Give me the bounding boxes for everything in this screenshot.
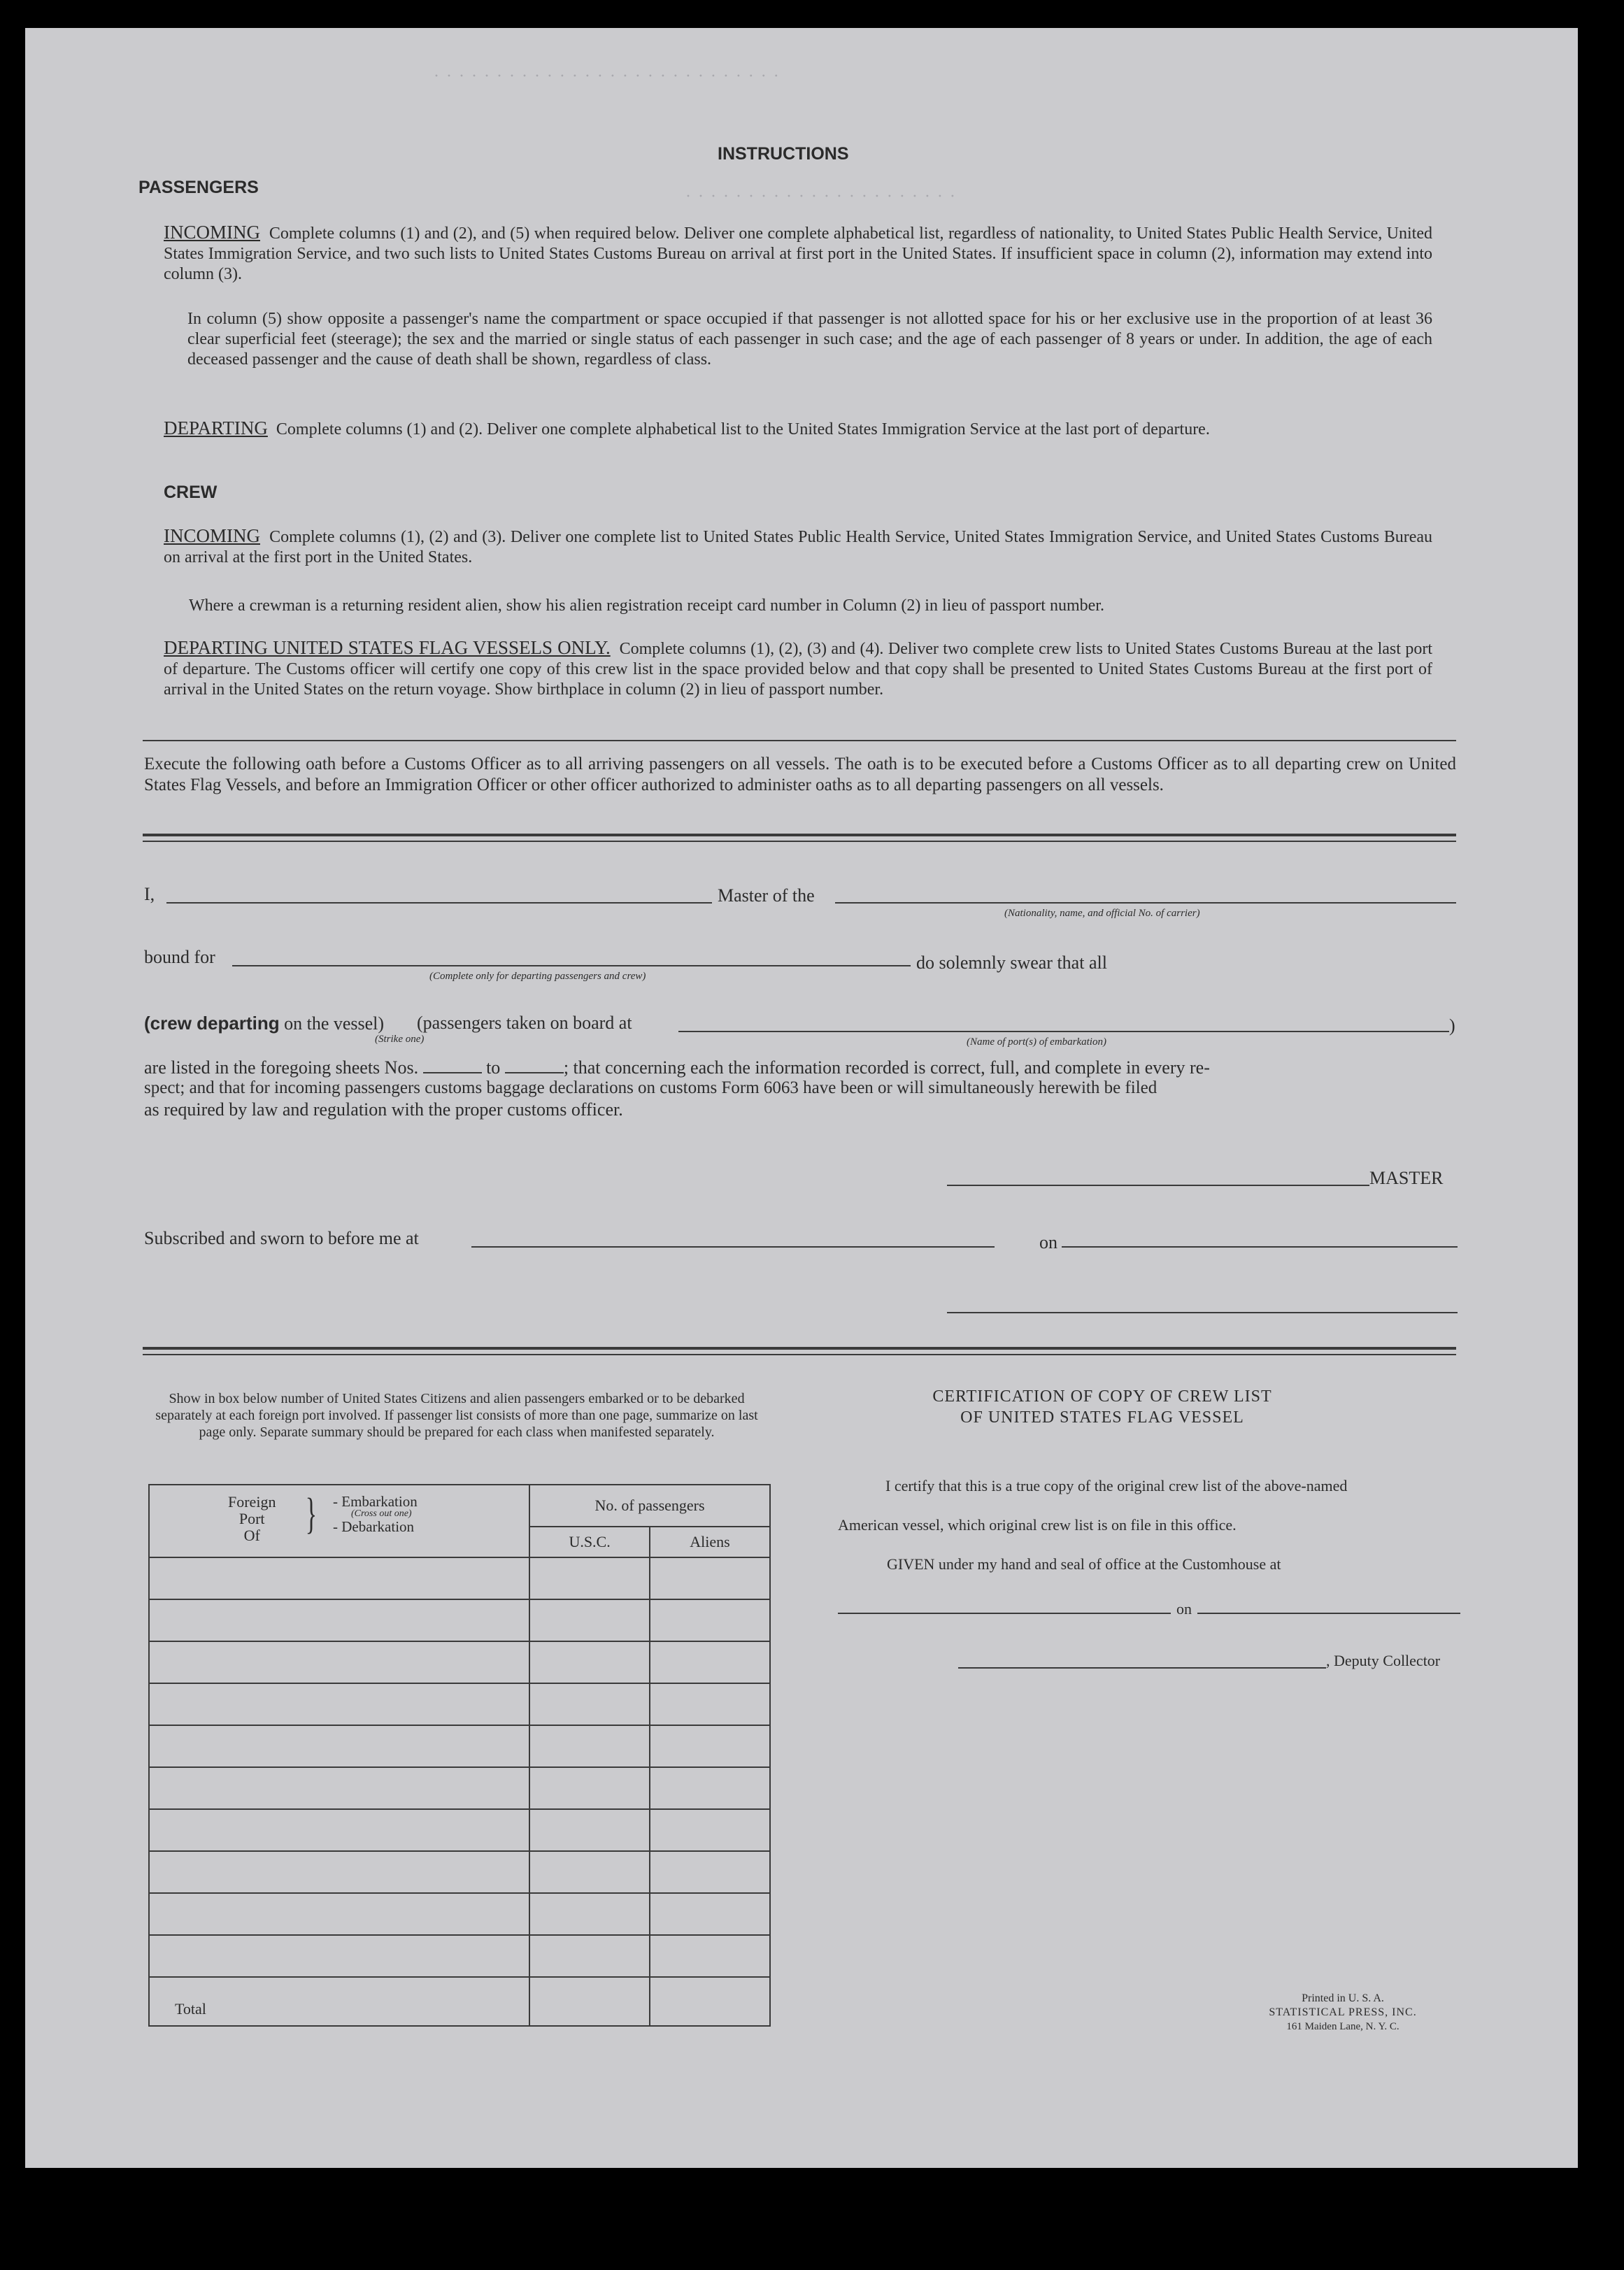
usc-cell[interactable] [529, 1767, 650, 1809]
divider [143, 841, 1456, 842]
port-cell[interactable] [149, 1557, 529, 1599]
table-row [149, 1935, 770, 1977]
certification-date-field[interactable] [1197, 1613, 1460, 1614]
usc-cell[interactable] [529, 1641, 650, 1683]
aliens-cell[interactable] [650, 1683, 770, 1725]
port-cell[interactable] [149, 1809, 529, 1851]
certification-title-2: OF UNITED STATES FLAG VESSEL [960, 1408, 1244, 1427]
usc-cell[interactable] [529, 1557, 650, 1599]
subscribed-label: Subscribed and sworn to before me at [144, 1228, 419, 1248]
usc-cell[interactable] [529, 1725, 650, 1767]
bleed-through-text: · · · · · · · · · · · · · · · · · · · · · · · · · · · · [434, 67, 781, 85]
subscribed-on-label: on [1039, 1232, 1057, 1252]
usc-cell[interactable] [529, 1851, 650, 1893]
master-label: MASTER [1369, 1168, 1444, 1188]
passengers-column5-paragraph: In column (5) show opposite a passenger's name the compartment or space occupied if that passenger is not allotted space for his or her exclusive use in the proportion of at least 36 clear superficial feet (steerage); the sex and the married or single status of each passenger in such case; and the age of each passenger of 8 years or under. In addition, the age of each deceased passenger and the cause of death shall be shown, regardless of class. [187, 310, 1432, 369]
printer-line-1: Printed in U. S. A. [1302, 1992, 1384, 2004]
officer-signature-field[interactable] [947, 1312, 1458, 1313]
aliens-cell[interactable] [650, 1725, 770, 1767]
strike-one-caption: (Strike one) [375, 1034, 425, 1045]
table-row [149, 1851, 770, 1893]
port-cell[interactable] [149, 1683, 529, 1725]
printer-line-2: STATISTICAL PRESS, INC. [1269, 2006, 1417, 2018]
aliens-cell[interactable] [650, 1893, 770, 1935]
port-header-cell [149, 1485, 529, 1557]
table-row [149, 1557, 770, 1599]
subscribed-place-field[interactable] [471, 1246, 995, 1248]
table-row [149, 1683, 770, 1725]
deputy-collector-label: , Deputy Collector [1326, 1652, 1441, 1669]
certification-title-1: CERTIFICATION OF COPY OF CREW LIST [932, 1387, 1272, 1406]
passengers-taken-label: (passengers taken on board at [417, 1013, 632, 1033]
master-of-the-label: Master of the [718, 885, 815, 906]
listed-d: as required by law and regulation with the proper customs officer. [144, 1099, 623, 1120]
usc-cell[interactable] [529, 1809, 650, 1851]
crew-returning-paragraph: Where a crewman is a returning resident alien, show his alien registration receipt card number in Column (2) in lieu of passport number. [189, 597, 1104, 615]
crew-departing-strong: (crew departing [144, 1013, 280, 1034]
passengers-departing-text: Complete columns (1) and (2). Deliver one complete alphabetical list to the United States Immigration Service at the last port of departure. [276, 420, 1210, 438]
aliens-cell[interactable] [650, 1599, 770, 1641]
carrier-field[interactable] [835, 902, 1456, 904]
port-cell[interactable] [149, 1893, 529, 1935]
listed-c: spect; and that for incoming passengers customs baggage declarations on customs Form 6063 have been or will simultaneously herewith be filed [144, 1078, 1158, 1097]
listed-sheets-line [144, 1057, 1210, 1078]
usc-cell[interactable] [529, 1599, 650, 1641]
foreign-label: Foreign [228, 1493, 276, 1511]
port-cell[interactable] [149, 1935, 529, 1977]
cross-out-note: (Cross out one) [351, 1508, 412, 1519]
certification-on-label: on [1176, 1600, 1192, 1618]
bound-for-label: bound for [144, 947, 215, 967]
close-paren: ) [1449, 1015, 1455, 1036]
swear-text: do solemnly swear that all [916, 952, 1107, 973]
passengers-departing-paragraph [164, 418, 1432, 440]
crew-heading: CREW [164, 483, 218, 502]
printer-imprint [1238, 1992, 1448, 2034]
deputy-collector-signature-field[interactable] [958, 1667, 1326, 1669]
divider [143, 1354, 1456, 1355]
usc-cell[interactable] [529, 1935, 650, 1977]
passenger-summary-table [148, 1484, 771, 2027]
port-cell[interactable] [149, 1851, 529, 1893]
aliens-header: Aliens [650, 1527, 770, 1557]
crew-incoming-text: Complete columns (1), (2) and (3). Deliver one complete list to United States Public Health Service, United States Immigration Service, and United States Customs Bureau on arrival at the first port in the United States. [164, 528, 1432, 566]
divider [143, 1347, 1456, 1350]
listed-b: ; that concerning each the information recorded is correct, full, and complete in every re- [563, 1057, 1210, 1078]
passengers-incoming-label: INCOMING [164, 222, 260, 243]
customhouse-field[interactable] [838, 1613, 1171, 1614]
carrier-caption: (Nationality, name, and official No. of carrier) [1004, 908, 1200, 919]
sheet-from-field[interactable] [423, 1059, 482, 1073]
port-cell[interactable] [149, 1641, 529, 1683]
passengers-incoming-paragraph [164, 222, 1432, 285]
aliens-cell[interactable] [650, 1809, 770, 1851]
ports-caption: (Name of port(s) of embarkation) [967, 1036, 1106, 1048]
divider [143, 740, 1456, 741]
port-cell[interactable] [149, 1767, 529, 1809]
embarkation-option[interactable]: - Embarkation [333, 1493, 418, 1510]
table-row [149, 1767, 770, 1809]
crew-departing-label: DEPARTING UNITED STATES FLAG VESSELS ONLY. [164, 637, 611, 658]
crew-departing-rest: on the vessel) [284, 1013, 385, 1034]
bleed-through-text: · · · · · · · · · · · · · · · · · · · · · · [685, 187, 957, 206]
crew-departing-paragraph [164, 638, 1432, 700]
certification-title [829, 1386, 1375, 1428]
of-label: Of [243, 1527, 260, 1544]
brace-icon: } [305, 1490, 318, 1538]
oath-instruction: Execute the following oath before a Customs Officer as to all arriving passengers on all vessels. The oath is to be executed before a Customs Officer as to all departing crew on United States Flag Vessels, and before an Immigration Officer or other officer authorized to administer oaths as to all departing passengers on all vessels. [144, 755, 1456, 794]
divider [143, 834, 1456, 836]
crew-incoming-label: INCOMING [164, 525, 260, 546]
table-row [149, 1725, 770, 1767]
port-cell[interactable] [149, 1599, 529, 1641]
certification-line-3: GIVEN under my hand and seal of office at the Customhouse at [887, 1555, 1281, 1573]
debarkation-option[interactable]: - Debarkation [333, 1518, 415, 1535]
passengers-heading: PASSENGERS [138, 178, 259, 197]
sheet-to-field[interactable] [505, 1059, 564, 1073]
listed-to: to [486, 1057, 501, 1078]
table-row [149, 1893, 770, 1935]
passengers-incoming-text: Complete columns (1) and (2), and (5) when required below. Deliver one complete alphabetical list, regardless of nationality, to United States Public Health Service, United States Immigration Service, and two such lists to United States Customs Bureau on arrival at first port in the United States. If insufficient space in column (2), information may extend into column (3). [164, 224, 1432, 283]
passengers-departing-label: DEPARTING [164, 417, 268, 438]
total-label: Total [149, 1977, 529, 2026]
usc-cell[interactable] [529, 1893, 650, 1935]
oath-i-label: I, [144, 884, 155, 904]
table-row [149, 1809, 770, 1851]
port-cell[interactable] [149, 1725, 529, 1767]
port-label: Port [238, 1510, 265, 1527]
ports-field[interactable] [678, 1031, 1449, 1032]
bound-for-caption: (Complete only for departing passengers and crew) [429, 971, 646, 982]
usc-header: U.S.C. [529, 1527, 650, 1557]
crew-departing-option [144, 1013, 384, 1034]
aliens-cell[interactable] [650, 1767, 770, 1809]
total-aliens-cell[interactable] [650, 1977, 770, 2026]
crew-departing-text: Complete columns (1), (2), (3) and (4). Deliver two complete crew lists to United States Customs Bureau at the last port of departure. The Customs officer will certify one copy of this crew list in the space provided below and that copy shall be presented to United States Customs Bureau at the first port of arrival in the United States on the return voyage. Show birthplace in column (2) in lieu of passport number. [164, 640, 1433, 699]
aliens-cell[interactable] [650, 1851, 770, 1893]
master-name-field[interactable] [166, 902, 712, 904]
aliens-cell[interactable] [650, 1557, 770, 1599]
table-row [149, 1599, 770, 1641]
summary-note: Show in box below number of United States Citizens and alien passengers embarked or to be debarked separately at each foreign port involved. If passenger list consists of more than one page, summarize on last page only. Separate summary should be prepared for each class when manifested separately. [155, 1391, 758, 1440]
total-usc-cell[interactable] [529, 1977, 650, 2026]
usc-cell[interactable] [529, 1683, 650, 1725]
crew-incoming-paragraph [164, 526, 1432, 568]
master-signature-field[interactable] [947, 1185, 1369, 1186]
foreign-port-of [228, 1494, 276, 1544]
embark-options [333, 1494, 418, 1534]
aliens-cell[interactable] [650, 1935, 770, 1977]
subscribed-date-field[interactable] [1062, 1246, 1458, 1248]
bound-for-field[interactable] [232, 965, 911, 966]
printer-line-3: 161 Maiden Lane, N. Y. C. [1286, 2021, 1399, 2032]
aliens-cell[interactable] [650, 1641, 770, 1683]
no-of-passengers-header: No. of passengers [529, 1485, 770, 1527]
certification-line-1: I certify that this is a true copy of the original crew list of the above-named [885, 1477, 1348, 1494]
certification-line-2: American vessel, which original crew list is on file in this office. [838, 1516, 1237, 1534]
listed-a: are listed in the foregoing sheets Nos. [144, 1057, 419, 1078]
table-row [149, 1641, 770, 1683]
total-row [149, 1977, 770, 2026]
instructions-title: INSTRUCTIONS [718, 144, 849, 164]
